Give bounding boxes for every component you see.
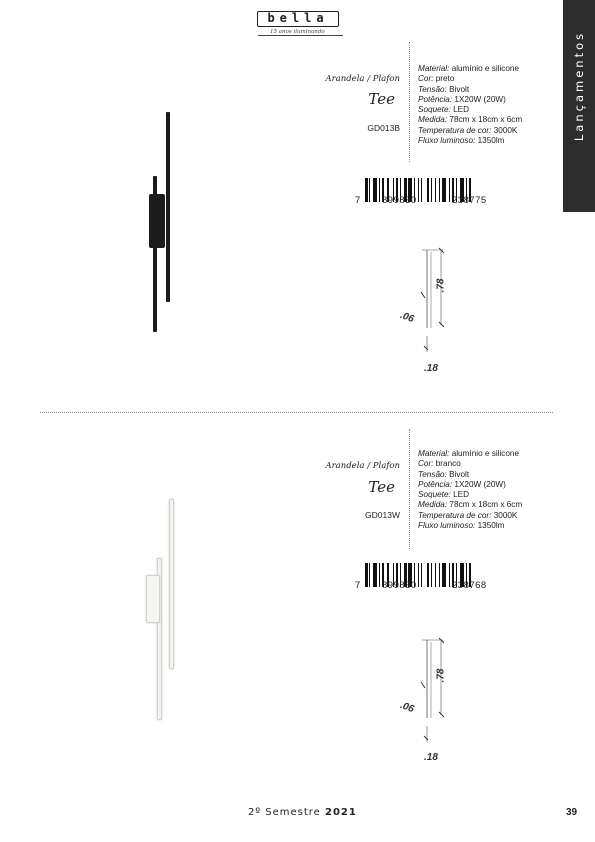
barcode-group-1: 899830	[382, 580, 417, 591]
product-category: Arandela / Plafon	[325, 461, 400, 471]
barcode-bar	[421, 563, 422, 587]
lamp-base	[146, 575, 160, 623]
lamp-long-bar	[169, 499, 174, 669]
section-tab-label: Lançamentos	[572, 30, 586, 142]
spec-row: Medida: 78cm x 18cm x 6cm	[418, 500, 523, 510]
dimension-drawing	[395, 630, 465, 745]
barcode-bar	[373, 563, 377, 587]
page-number: 39	[566, 807, 578, 818]
barcode-bar	[369, 563, 370, 587]
barcode-bar	[373, 178, 377, 202]
barcode-bar	[418, 563, 419, 587]
barcode-group-1: 899830	[382, 195, 417, 206]
barcode-bar	[439, 178, 440, 202]
spec-row: Potência: 1X20W (20W)	[418, 479, 506, 489]
spec-separator	[409, 42, 410, 162]
brand-logo	[257, 11, 339, 27]
barcode-bar	[421, 178, 422, 202]
barcode-bar	[418, 178, 419, 202]
product-card-gd013b	[0, 40, 560, 400]
barcode-bar	[431, 178, 432, 202]
spec-row: Cor: branco	[418, 459, 461, 469]
spec-separator	[409, 429, 410, 549]
barcode-bar	[435, 563, 436, 587]
barcode-bar	[442, 178, 446, 202]
dimension-width: .18	[424, 752, 438, 763]
spec-row: Temperatura de cor: 3000K	[418, 510, 518, 520]
spec-row: Soquete: LED	[418, 105, 469, 115]
dimension-width: .18	[424, 363, 438, 374]
dimension-height: .78	[435, 668, 447, 683]
product-category: Arandela / Plafon	[325, 74, 400, 84]
barcode-bar	[449, 563, 450, 587]
spec-row: Material: alumínio e silicone	[418, 64, 520, 73]
product-code: GD013B	[367, 123, 400, 133]
spec-row: Medida: 78cm x 18cm x 6cm	[418, 115, 523, 125]
footer-semester	[248, 807, 357, 818]
barcode-bar	[369, 178, 370, 202]
spec-row: Temperatura de cor: 3000K	[418, 125, 518, 135]
barcode-bar	[449, 178, 450, 202]
dimension-height: .78	[435, 278, 447, 293]
semester-label: 2º Semestre	[248, 807, 321, 818]
page-footer	[0, 807, 595, 821]
spec-row: Tensão: Bivolt	[418, 469, 470, 479]
logo-text: bella	[267, 11, 329, 25]
lamp-long-bar	[166, 112, 170, 302]
barcode-bar	[379, 563, 380, 587]
spec-row: Soquete: LED	[418, 490, 469, 500]
barcode-digit-first: 7	[355, 580, 361, 591]
section-tab	[563, 0, 595, 212]
logo-tagline: 15 anos iluminando	[258, 29, 343, 36]
barcode-group-2: 238768	[452, 580, 487, 591]
barcode-digit-first: 7	[355, 195, 361, 206]
dimension-depth: .06	[398, 309, 416, 326]
product-script-name: Tee	[368, 478, 395, 496]
spec-row: Material: alumínio e silicone	[418, 449, 520, 458]
barcode-bar	[435, 178, 436, 202]
footer-year: 2021	[325, 807, 357, 818]
barcode-group-2: 238775	[452, 195, 487, 206]
barcode-bar	[442, 563, 446, 587]
barcode-bar	[427, 178, 430, 202]
dimension-drawing	[395, 240, 465, 355]
barcode-bar	[431, 563, 432, 587]
spec-row: Cor: preto	[418, 74, 455, 84]
barcode-bar	[365, 563, 368, 587]
product-code: GD013W	[365, 510, 400, 520]
spec-row: Fluxo luminoso: 1350lm	[418, 521, 505, 531]
spec-row: Fluxo luminoso: 1350lm	[418, 136, 505, 146]
spec-list	[418, 64, 522, 146]
product-script-name: Tee	[368, 90, 395, 108]
product-divider	[40, 412, 553, 413]
barcode-bar	[427, 563, 430, 587]
barcode-bar	[439, 563, 440, 587]
spec-row: Potência: 1X20W (20W)	[418, 94, 506, 104]
barcode-bar	[365, 178, 368, 202]
spec-row: Tensão: Bivolt	[418, 84, 470, 94]
lamp-base	[149, 194, 165, 248]
dimension-depth: .06	[398, 699, 416, 716]
product-card-gd013w	[0, 425, 560, 795]
spec-list	[418, 449, 522, 531]
barcode-bar	[379, 178, 380, 202]
